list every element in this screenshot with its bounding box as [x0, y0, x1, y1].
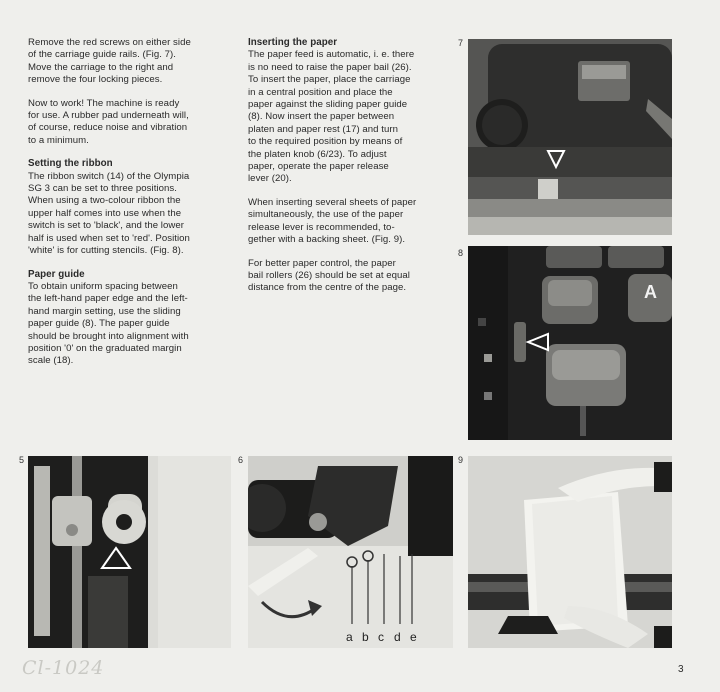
paragraph-paper-control: For better paper control, the paper bail rollers (26) should be set at equal distance from the centre of the page. — [248, 257, 410, 294]
fig6-roller-labels — [248, 456, 453, 648]
figure-6-paper-bail-photo — [248, 456, 453, 648]
fig8-key-letter-a: A — [644, 282, 657, 302]
heading-inserting-paper: Inserting the paper — [248, 37, 338, 48]
paragraph-ribbon: The ribbon switch (14) of the Olympia SG 3 can be set to three positions. When using a two-colour ribbon the upper half comes into use when the switch is set to 'black', and the lower half is used when set to 'red'. Position 'white' is for cutting stencils. (Fig. 8). — [28, 170, 190, 257]
paragraph-screws: Remove the red screws on either side of the carriage guide rails. (Fig. 7). Move the carriage to the right and remove the four locking pieces. — [28, 37, 191, 86]
figure-5-paper-guide-photo — [28, 456, 231, 648]
figure-9-inserting-sheets-photo — [468, 456, 672, 648]
handwritten-archive-note: Cl-1024 — [22, 657, 105, 679]
text-column-left — [28, 37, 233, 379]
fig6-label-d: d — [394, 630, 401, 644]
figure-9-number: 9 — [458, 455, 464, 465]
heading-setting-ribbon: Setting the ribbon — [28, 158, 113, 170]
heading-paper-guide: Paper guide — [28, 268, 85, 280]
fig6-label-a: a — [346, 630, 353, 644]
figure-6-number: 6 — [238, 455, 244, 465]
figure-7-number: 7 — [458, 38, 464, 48]
paragraph-ready: Now to work! The machine is ready for use. A rubber pad underneath will, of course, reduce noise and vibration to a minimum. — [28, 97, 189, 146]
paragraph-paper-guide: To obtain uniform spacing between the left-hand paper edge and the left- hand margin setting, use the sliding paper guide (8). The paper guide should be brought into alignment with position '0' on the graduated margin scale (18). — [28, 280, 189, 367]
page-number: 3 — [678, 664, 684, 675]
figure-8-number: 8 — [458, 248, 464, 258]
fig6-label-b: b — [362, 630, 369, 644]
fig6-label-c: c — [378, 630, 384, 644]
figure-8-ribbon-switch-photo — [468, 246, 672, 440]
fig6-label-e: e — [410, 630, 417, 644]
paragraph-inserting-paper: The paper feed is automatic, i. e. there is no need to raise the paper bail (26). To insert the paper, place the carriage in a central position and place the paper against the sliding paper guide (8). Now insert the paper between platen and paper rest (17) and turn to the required position by means of the platen knob (6/23). To adjust paper, operate the paper release lever (20). — [248, 49, 415, 185]
figure-5-number: 5 — [19, 455, 25, 465]
figure-7-platen-knob-photo — [468, 39, 672, 235]
text-column-middle — [248, 37, 458, 306]
paragraph-several-sheets: When inserting several sheets of paper simultaneously, the use of the paper release lever is recommended, to- gether with a backing sheet. (Fig. 9). — [248, 196, 417, 246]
